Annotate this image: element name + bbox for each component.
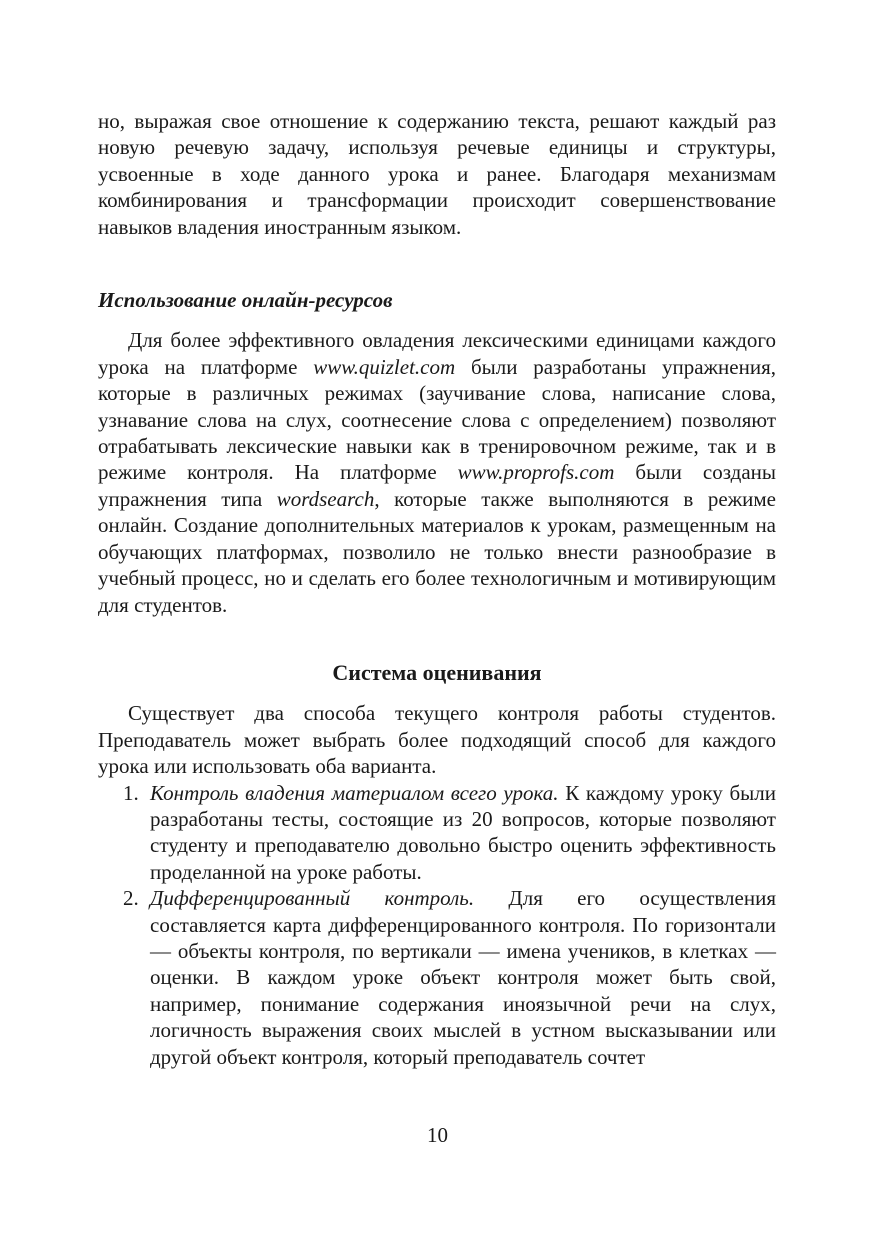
intro-paragraph: но, выражая свое отношение к содержанию текста, решают каждый раз новую речевую задачу, используя речевые единицы и структуры, усвоенные в ходе данного урока и ранее. Благодаря механизмам комбинирования и трансформации происходит совершенствование навыков владения иностранным языком. bbox=[98, 109, 776, 239]
online-text-part-2: были разработаны упражнения, которые в различных режимах (заучивание слова, написание слова, узнавание слова на слух, соотнесение слова с определением) позволяют отрабатывать лексические навыки как в тренировочном режиме, так и в режиме контроля. На платформе bbox=[98, 354, 776, 485]
list-item-lead: Контроль владения материалом всего урока. bbox=[150, 780, 559, 805]
list-item-text: К каждому уроку были разработаны тесты, состоящие из 20 вопросов, которые позволяют студенту и преподавателю довольно быстро оценить эффективность проделанной на уроке работы. bbox=[150, 780, 776, 884]
proprofs-link-text: www.proprofs.com bbox=[457, 460, 615, 485]
grading-system-heading: Система оценивания bbox=[332, 659, 542, 685]
wordsearch-term: wordsearch bbox=[276, 486, 375, 511]
online-text-part-3: были созданы упражнения типа bbox=[98, 460, 777, 511]
list-item bbox=[98, 780, 776, 886]
quizlet-link-text: www.quizlet.com bbox=[313, 354, 456, 379]
list-item-number: 2. bbox=[123, 886, 139, 911]
list-item-lead: Дифференцированный контроль. bbox=[150, 886, 475, 911]
document-page bbox=[98, 108, 776, 1070]
online-resources-heading: Использование онлайн-ресурсов bbox=[98, 288, 393, 313]
online-resources-paragraph bbox=[98, 327, 776, 617]
page-number: 10 bbox=[427, 1123, 448, 1147]
list-item-number: 1. bbox=[123, 780, 139, 805]
control-methods-list bbox=[98, 780, 776, 1070]
list-item-text: Для его осуществления составляется карта дифференцированного контроля. По горизонтали — объекты контроля, по вертикали — имена учеников, в клетках — оценки. В каждом уроке объект контроля может быть свой, например, понимание содержания иноязычной речи на слух, логичность выражения своих мыслей в устном высказывании или другой объект контроля, который преподаватель сочтет bbox=[150, 886, 776, 1069]
online-text-part-1: Для более эффективного овладения лексическими единицами каждого урока на платформе bbox=[98, 328, 776, 379]
online-text-part-4: , которые также выполняются в режиме онлайн. Создание дополнительных материалов к урокам, размещенным на обучающих платформах, позволило не только внести разнообразие в учебный процесс, но и сделать его более технологичным и мотивирующим для студентов. bbox=[98, 486, 776, 617]
grading-intro-paragraph: Существует два способа текущего контроля работы студентов. Преподаватель может выбрать более подходящий способ для каждого урока или использовать оба варианта. bbox=[98, 701, 776, 779]
list-item bbox=[98, 885, 776, 1070]
